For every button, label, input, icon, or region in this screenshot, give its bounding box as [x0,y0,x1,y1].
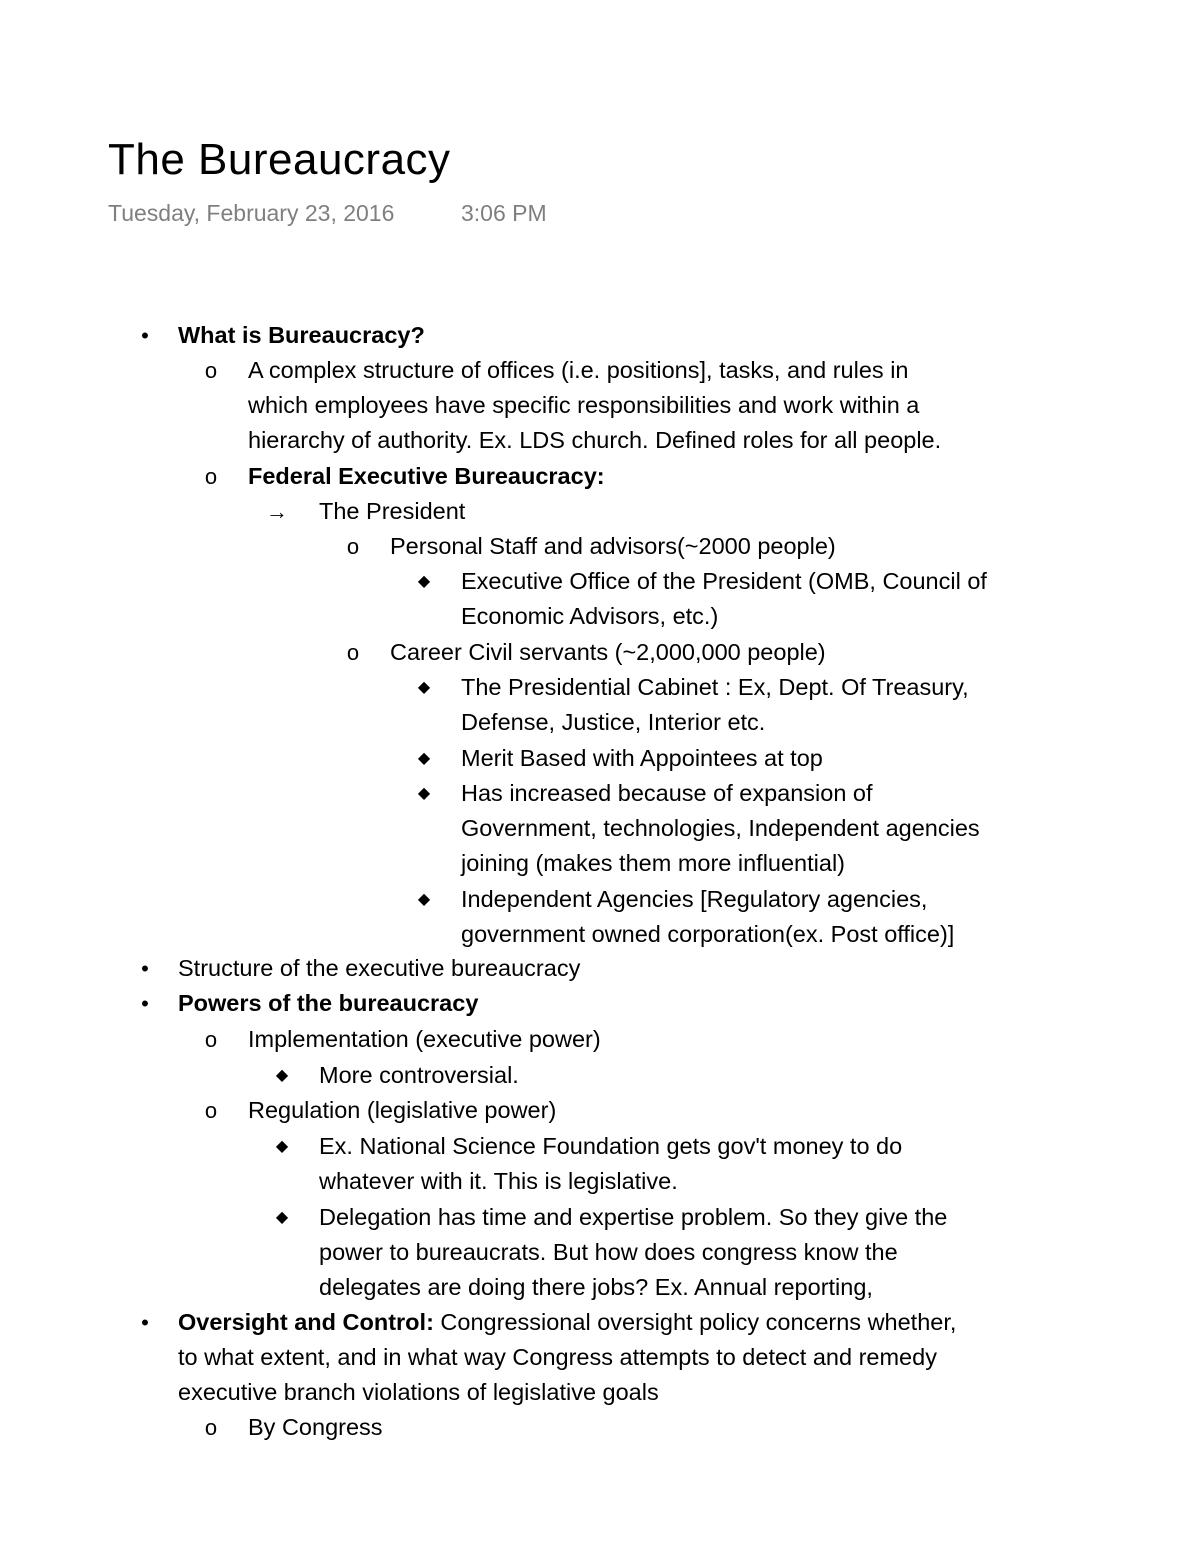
increased-line-1: Has increased because of expansion of [461,780,873,806]
bullet-dot: • [141,991,149,1016]
diamond-icon: ◆ [275,1067,289,1084]
definition-line-3: hierarchy of authority. Ex. LDS church. Defined roles for all people. [248,427,942,453]
merit-based: Merit Based with Appointees at top [461,745,823,771]
delegation-line-3: delegates are doing there jobs? Ex. Annual reporting, [319,1274,873,1300]
cabinet-line-2: Defense, Justice, Interior etc. [461,709,766,735]
eop-line-1: Executive Office of the President (OMB, Council of [461,568,987,594]
regulation: Regulation (legislative power) [248,1097,557,1123]
structure-item: Structure of the executive bureaucracy [178,955,581,981]
bullet-circle: o [204,464,218,489]
cabinet-line-1: The Presidential Cabinet : Ex, Dept. Of Treasury, [461,674,969,700]
nsf-line-1: Ex. National Science Foundation gets gov't money to do [319,1133,903,1159]
increased-line-3: joining (makes them more influential) [461,850,845,876]
bullet-circle: o [204,1415,218,1440]
bullet-circle: o [346,534,360,559]
bullet-circle: o [204,1098,218,1123]
increased-line-2: Government, technologies, Independent agencies [461,815,980,841]
implementation: Implementation (executive power) [248,1026,601,1052]
more-controversial: More controversial. [319,1062,519,1088]
delegation-line-2: power to bureaucrats. But how does congress know the [319,1239,898,1265]
diamond-icon: ◆ [417,679,431,696]
diamond-icon: ◆ [417,573,431,590]
diamond-icon: ◆ [417,785,431,802]
independent-line-1: Independent Agencies [Regulatory agencies, [461,886,928,912]
bullet-circle: o [204,358,218,383]
the-president: The President [319,498,466,524]
heading-what-is-bureaucracy: What is Bureaucracy? [178,322,425,348]
page-time: 3:06 PM [461,200,547,226]
definition-line-1: A complex structure of offices (i.e. positions], tasks, and rules in [248,357,909,383]
oversight-text-1: Congressional oversight policy concerns whether, [433,1309,957,1335]
bullet-dot: • [141,323,149,348]
independent-line-2: government owned corporation(ex. Post office)] [461,921,955,947]
bullet-dot: • [141,1310,149,1335]
delegation-line-1: Delegation has time and expertise problem. So they give the [319,1204,948,1230]
career-civil-servants: Career Civil servants (~2,000,000 people) [390,639,826,665]
page-title: The Bureaucracy [108,135,451,184]
diamond-icon: ◆ [275,1209,289,1226]
eop-line-2: Economic Advisors, etc.) [461,603,719,629]
heading-powers: Powers of the bureaucracy [178,990,479,1016]
oversight-line-1 [178,1305,956,1340]
definition-line-2: which employees have specific responsibilities and work within a [248,392,920,418]
bullet-circle: o [204,1027,218,1052]
oversight-heading: Oversight and Control: [178,1309,434,1335]
diamond-icon: ◆ [417,750,431,767]
page-date: Tuesday, February 23, 2016 [108,200,395,226]
personal-staff: Personal Staff and advisors(~2000 people) [390,533,836,559]
bullet-circle: o [346,640,360,665]
diamond-icon: ◆ [417,891,431,908]
by-congress: By Congress [248,1414,383,1440]
oversight-line-2: to what extent, and in what way Congress attempts to detect and remedy [178,1344,937,1370]
arrow-icon: → [266,499,288,524]
oversight-line-3: executive branch violations of legislative goals [178,1379,659,1405]
federal-executive-heading: Federal Executive Bureaucracy: [248,463,605,489]
bullet-dot: • [141,956,149,981]
nsf-line-2: whatever with it. This is legislative. [319,1168,678,1194]
diamond-icon: ◆ [275,1138,289,1155]
